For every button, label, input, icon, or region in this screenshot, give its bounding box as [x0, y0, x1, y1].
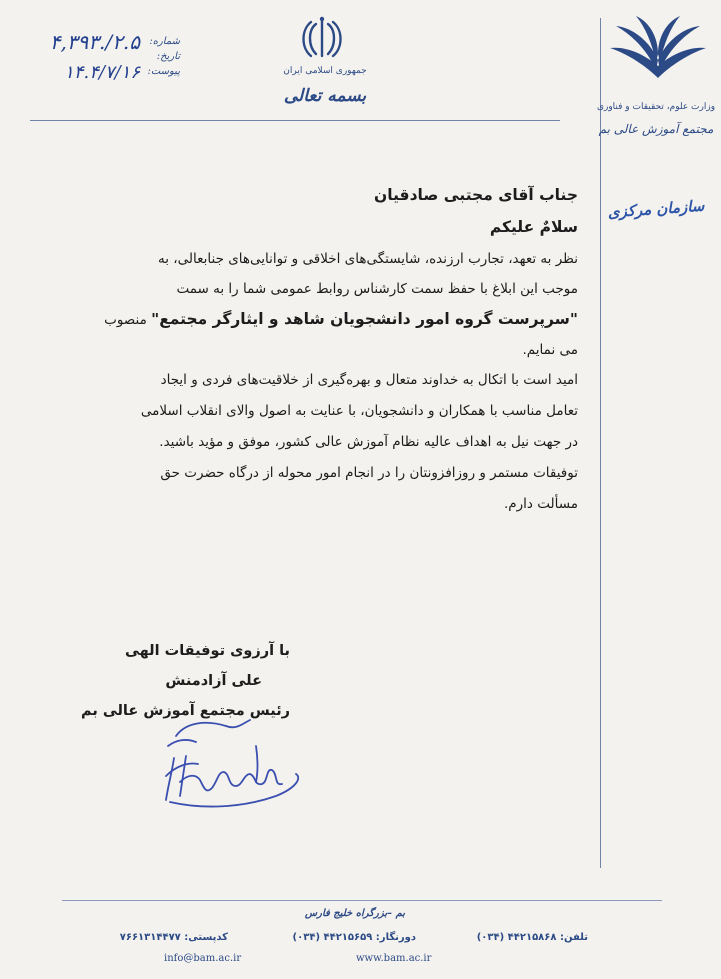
margin-rule: [600, 18, 601, 868]
number-label: شماره:: [149, 36, 180, 47]
footer-address: بم –بزرگراه خلیج فارس: [304, 908, 406, 919]
paragraph-line: نظر به تعهد، تجارب ارزنده، شایستگی‌های اخلاقی و توانایی‌های جنابعالی، به: [158, 251, 578, 267]
signer-role: رئیس مجتمع آموزش عالی بم: [80, 703, 290, 719]
recipient: جناب آقای مجتبی صادقیان: [374, 186, 578, 204]
letter-number: ۲.۵/.۴,۳۹۳: [49, 30, 140, 54]
paragraph-wishes: [66, 365, 578, 520]
footer-fax: دورنگار: ۴۴۲۱۵۶۵۹ (۰۳۴): [292, 932, 416, 943]
greeting: سلامٌ علیکم: [489, 218, 578, 236]
letter-body: [66, 186, 578, 520]
college-name: مجتمع آموزش عالی بم: [598, 122, 714, 136]
paragraph-line: توفیقات مستمر و روزافزونتان را در انجام امور محوله از درگاه حضرت حق: [160, 465, 578, 481]
footer-rule: [62, 900, 662, 901]
paragraph-line: امید است با اتکال به خداوند متعال و بهره‌گیری از خلاقیت‌های فردی و ایجاد: [160, 372, 578, 388]
header-rule: [30, 120, 560, 121]
closing-wish: با آرزوی توفیقات الهی: [124, 643, 290, 659]
attachment-label: پیوست:: [147, 66, 180, 77]
paragraph-line: در جهت نیل به اهداف عالیه نظام آموزش عالی کشور، موفق و مؤید باشید.: [159, 434, 578, 450]
handwritten-signature: [146, 716, 306, 816]
paragraph-appointment: [66, 244, 578, 365]
footer-website[interactable]: www.bam.ac.ir: [356, 953, 432, 964]
paragraph-line: منصوب: [104, 312, 152, 328]
footer-email[interactable]: info@bam.ac.ir: [164, 953, 242, 964]
footer-postal-code: کدپستی: ۷۶۶۱۳۱۴۴۷۷: [119, 932, 228, 943]
republic-caption: جمهوری اسلامی ایران: [283, 66, 367, 76]
central-organization-stamp: سازمان مرکزی: [607, 196, 705, 222]
iran-emblem-icon: [300, 16, 344, 60]
basmala: بسمه تعالی: [283, 86, 367, 106]
closing-block: [80, 636, 290, 726]
meta-labels: [140, 34, 180, 79]
paragraph-line: می نمایم.: [522, 342, 578, 358]
paragraph-line: تعامل مناسب با همکاران و دانشجویان، با عنایت به اصول والای انقلاب اسلامی: [140, 403, 578, 419]
letter-date: ۱۴.۴/۷/۱۶: [64, 62, 140, 83]
position-title: "سرپرست گروه امور دانشجویان شاهد و ایثارگر مجتمع": [151, 310, 578, 328]
footer-phone: تلفن: ۴۴۲۱۵۸۶۸ (۰۳۴): [476, 932, 588, 943]
date-label: تاریخ:: [156, 51, 180, 62]
ministry-name: وزارت علوم، تحقیقات و فناوری: [596, 102, 716, 112]
paragraph-line: موجب این ابلاغ با حفظ سمت کارشناس روابط عمومی شما را به سمت: [176, 281, 578, 297]
paragraph-line: مسألت دارم.: [504, 496, 578, 512]
signer-name: علی آزادمنش: [165, 673, 262, 689]
college-logo-icon: [606, 14, 710, 80]
